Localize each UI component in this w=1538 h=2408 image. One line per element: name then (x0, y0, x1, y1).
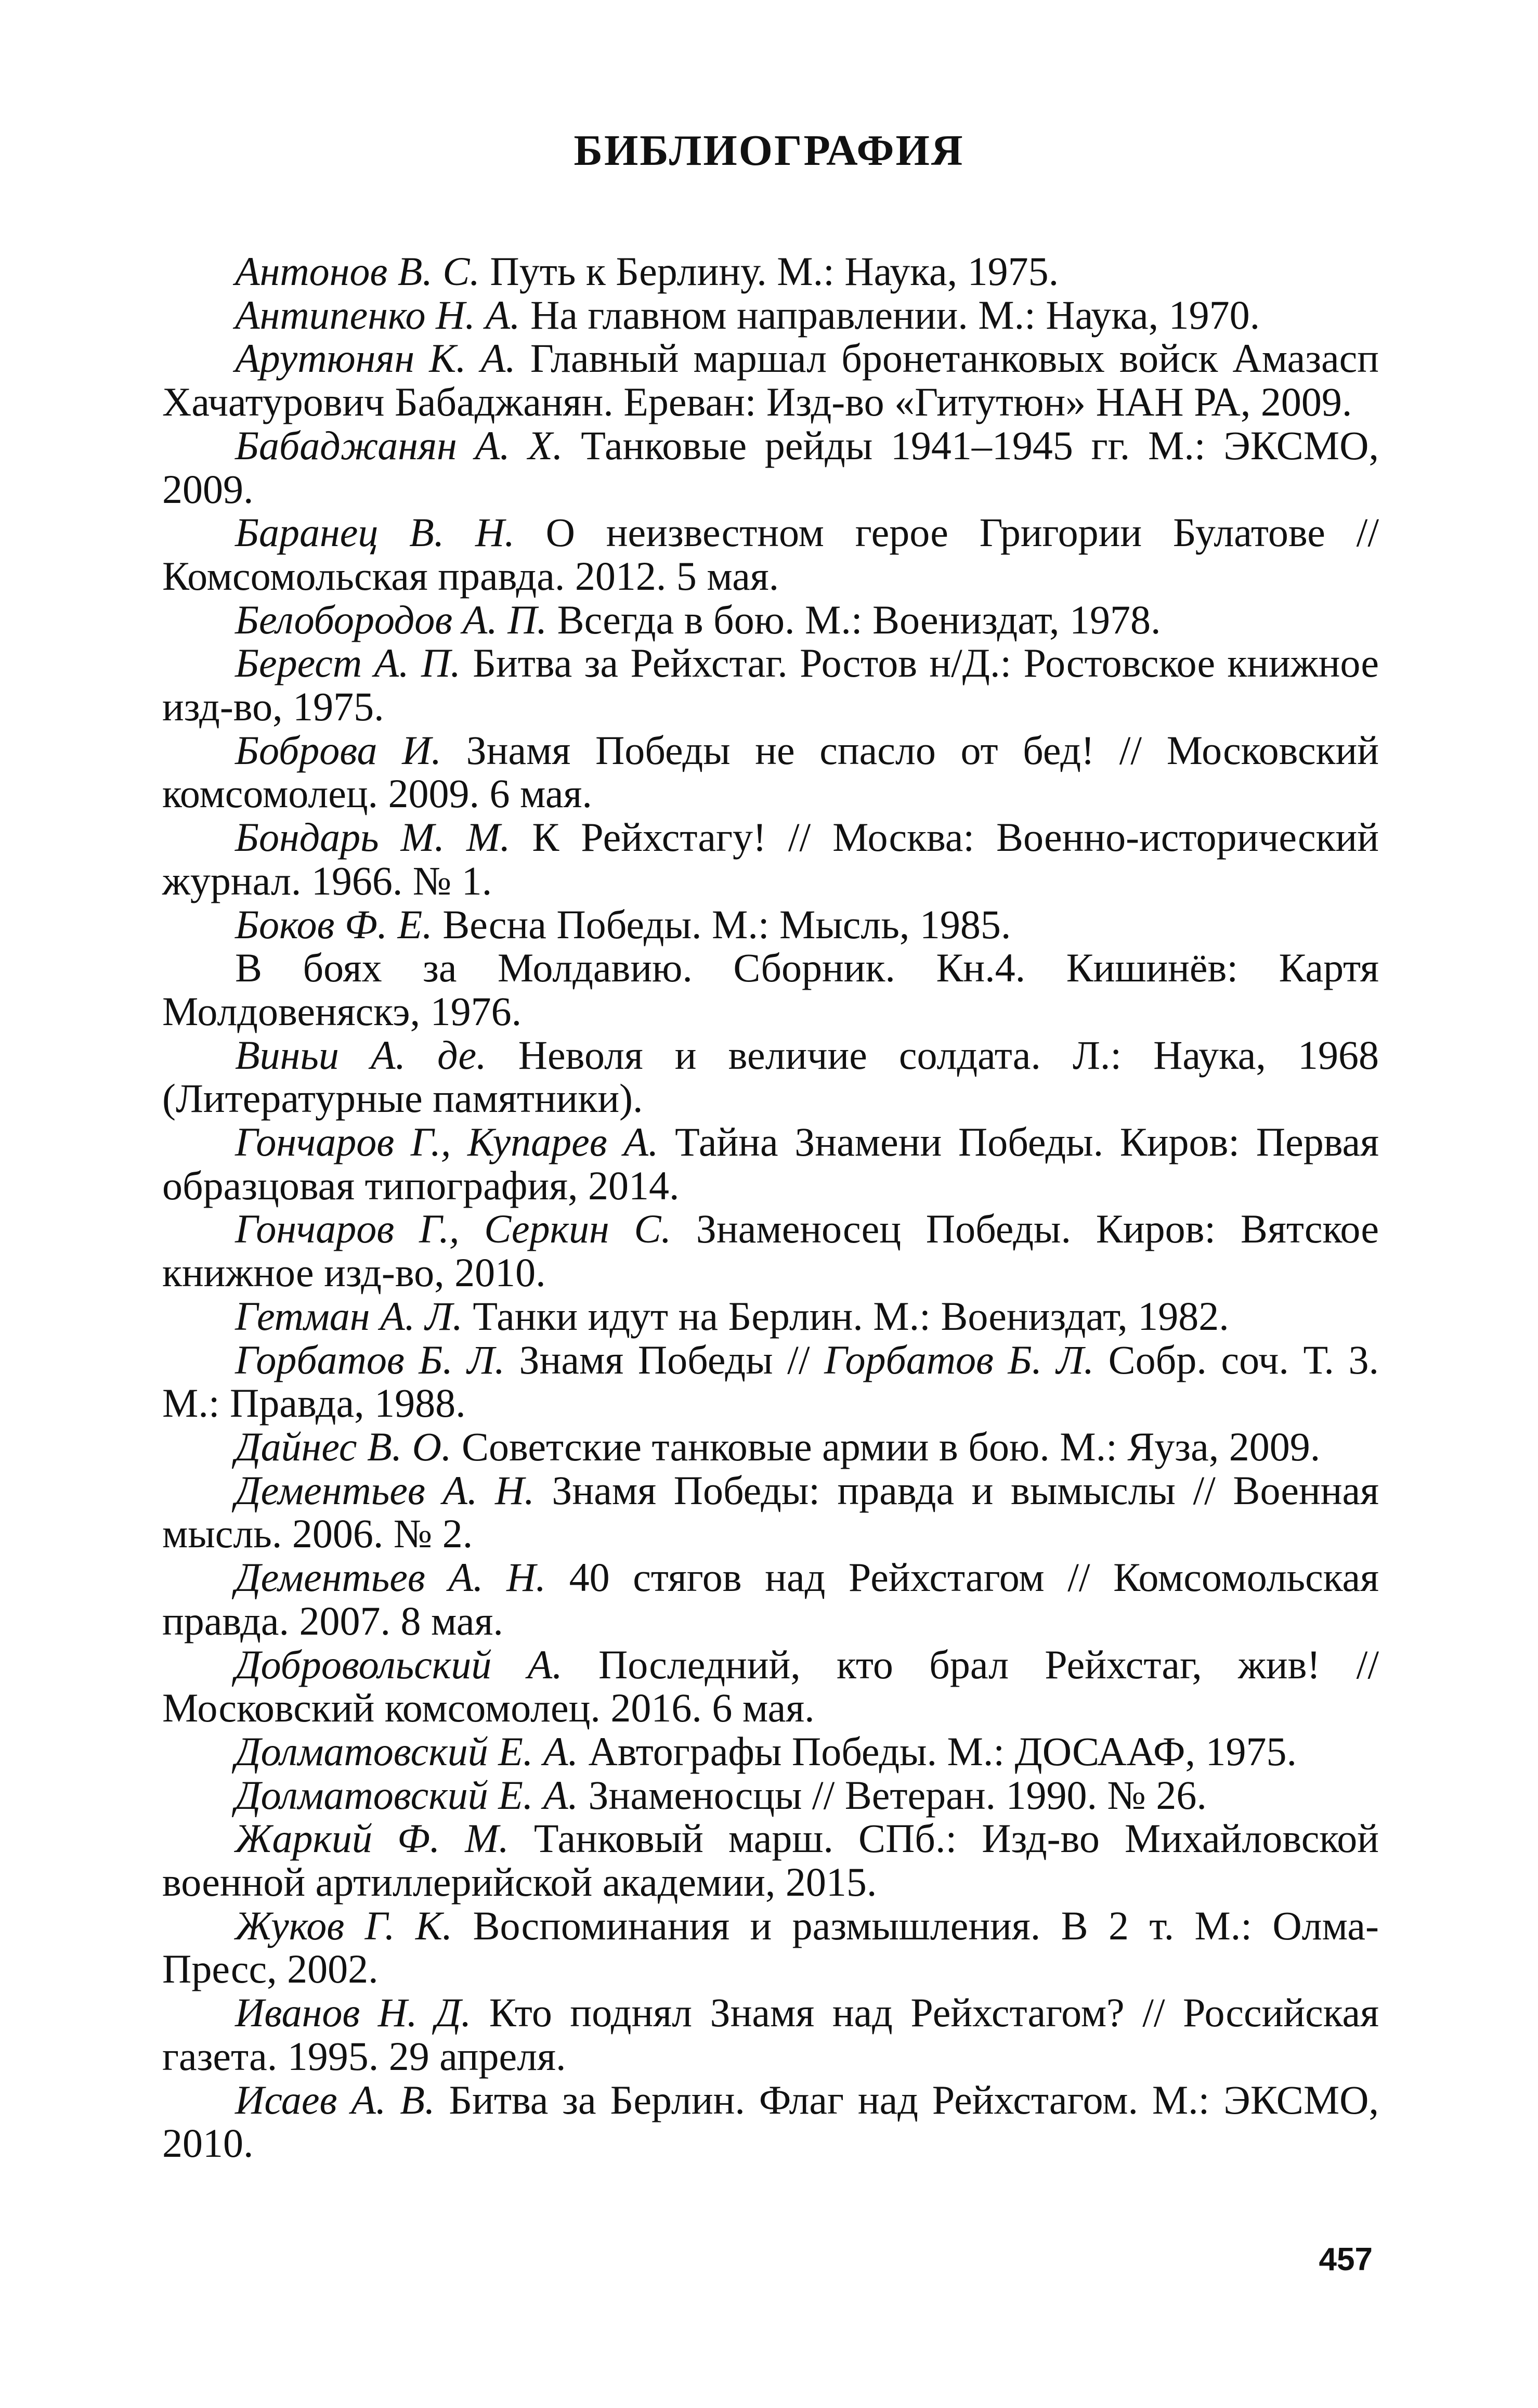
entry-author: Боков Ф. Е. (235, 901, 433, 947)
entry-text: Знамя Победы не спасло от бед! // Московский комсомолец. 2009. 6 мая. (162, 727, 1379, 817)
entry-author: Гетман А. Л. (235, 1293, 463, 1339)
entry-text: Главный маршал бронетанковых войск Амазасп Хачатурович Бабаджанян. Ереван: Изд-во «Гитутюн» НАН РА, 2009. (162, 335, 1379, 425)
bibliography-entry (162, 1817, 1379, 1904)
bibliography-entry (162, 1904, 1379, 1991)
bibliography-entry (162, 1991, 1379, 2078)
entry-text: Битва за Берлин. Флаг над Рейхстагом. М.: ЭКСМО, 2010. (162, 2077, 1379, 2166)
entry-text: Танки идут на Берлин. М.: Воениздат, 1982. (462, 1293, 1229, 1339)
bibliography-entry (162, 1556, 1379, 1642)
bibliography-entry (162, 1294, 1379, 1338)
entry-text: Неволя и величие солдата. Л.: Наука, 1968 (Литературные памятники). (162, 1032, 1379, 1121)
bibliography-entry (162, 2078, 1379, 2165)
entry-author: Долматовский Е. А. (235, 1728, 579, 1774)
entry-author: Дементьев А. Н. (235, 1467, 535, 1513)
entry-author: Долматовский Е. А. (235, 1772, 579, 1818)
bibliography-entry (162, 1033, 1379, 1120)
entry-text: О неизвестном герое Григории Булатове // Комсомольская правда. 2012. 5 мая. (162, 510, 1379, 599)
entry-author: Антонов В. С. (235, 249, 480, 294)
entry-text: На главном направлении. М.: Наука, 1970. (520, 292, 1260, 338)
bibliography-entry (162, 641, 1379, 728)
entry-text: Кто поднял Знамя над Рейхстагом? // Российская газета. 1995. 29 апреля. (162, 1990, 1379, 2079)
entry-author: Баранец В. Н. (235, 510, 515, 555)
bibliography-entry (162, 336, 1379, 423)
entry-text: Последний, кто брал Рейхстаг, жив! // Московский комсомолец. 2016. 6 мая. (162, 1641, 1379, 1731)
entry-author: Жаркий Ф. М. (235, 1816, 509, 1861)
entry-author: Дайнес В. О. (235, 1423, 452, 1469)
entry-text: Знамя Победы: правда и вымыслы // Военная мысль. 2006. № 2. (162, 1467, 1379, 1557)
entry-text: Собр. соч. Т. 3. М.: Правда, 1988. (162, 1337, 1379, 1426)
entry-author: Берест А. П. (235, 640, 461, 686)
entry-author: Добровольский А. (235, 1641, 563, 1687)
entry-text: Автографы Победы. М.: ДОСААФ, 1975. (578, 1728, 1297, 1774)
bibliography-entry (162, 1469, 1379, 1556)
entry-author: Антипенко Н. А. (235, 292, 520, 338)
bibliography-entry (162, 1120, 1379, 1207)
entry-text: 40 стягов над Рейхстагом // Комсомольская правда. 2007. 8 мая. (162, 1555, 1379, 1643)
bibliography-entry (162, 946, 1379, 1033)
entry-text: Путь к Берлину. М.: Наука, 1975. (479, 249, 1059, 294)
entry-text: Весна Победы. М.: Мысль, 1985. (432, 901, 1011, 947)
entry-author: Исаев А. В. (235, 2077, 435, 2122)
entry-text: Битва за Рейхстаг. Ростов н/Д.: Ростовское книжное изд-во, 1975. (162, 640, 1379, 730)
entry-text: Знаменосец Победы. Киров: Вятское книжное изд-во, 2010. (162, 1206, 1379, 1296)
entry-text: В боях за Молдавию. Сборник. Кн.4. Кишинёв: Картя Молдовеняскэ, 1976. (162, 945, 1379, 1034)
bibliography-entry (162, 815, 1379, 902)
page-title: БИБЛИОГРАФИЯ (574, 126, 964, 175)
bibliography-entry (162, 903, 1379, 947)
entry-text: Тайна Знамени Победы. Киров: Первая образцовая типография, 2014. (162, 1119, 1379, 1208)
entry-text: Танковые рейды 1941–1945 гг. М.: ЭКСМО, 2009. (162, 422, 1379, 512)
entry-text: К Рейхстагу! // Москва: Военно-исторический журнал. 1966. № 1. (162, 814, 1379, 903)
entry-author: Горбатов Б. Л. (824, 1337, 1094, 1382)
bibliography-entry (162, 293, 1379, 337)
entry-text: Советские танковые армии в бою. М.: Яуза, 2009. (451, 1423, 1321, 1469)
entry-author: Горбатов Б. Л. (235, 1337, 505, 1382)
entry-text: Воспоминания и размышления. В 2 т. М.: Олма-Пресс, 2002. (162, 1902, 1379, 1992)
bibliography-entry (162, 424, 1379, 511)
bibliography-entry (162, 729, 1379, 815)
entry-author: Бабаджанян А. Х. (235, 422, 563, 468)
entry-text: Знамя Победы // (504, 1337, 825, 1382)
bibliography-list (162, 250, 1379, 2165)
entry-author: Виньи А. де. (235, 1032, 487, 1078)
bibliography-entry (162, 1643, 1379, 1730)
entry-author: Гончаров Г., Купарев А. (235, 1119, 659, 1165)
page-number: 457 (1319, 2242, 1373, 2277)
entry-author: Боброва И. (235, 727, 442, 773)
bibliography-entry (162, 250, 1379, 293)
entry-text: Знаменосцы // Ветеран. 1990. № 26. (578, 1772, 1207, 1818)
entry-text: Всегда в бою. М.: Воениздат, 1978. (547, 597, 1161, 642)
entry-author: Жуков Г. К. (235, 1902, 453, 1948)
bibliography-entry (162, 1425, 1379, 1469)
bibliography-entry (162, 1338, 1379, 1425)
entry-author: Арутюнян К. А. (235, 335, 516, 381)
bibliography-entry (162, 511, 1379, 598)
entry-author: Бондарь М. М. (235, 814, 511, 860)
entry-author: Белобородов А. П. (235, 597, 548, 642)
bibliography-entry (162, 1207, 1379, 1294)
bibliography-entry (162, 598, 1379, 642)
entry-text: Танковый марш. СПб.: Изд-во Михайловской военной артиллерийской академии, 2015. (162, 1816, 1379, 1905)
entry-author: Дементьев А. Н. (235, 1555, 546, 1600)
bibliography-entry (162, 1773, 1379, 1817)
entry-author: Гончаров Г., Серкин С. (235, 1206, 672, 1252)
entry-author: Иванов Н. Д. (235, 1990, 472, 2036)
bibliography-entry (162, 1730, 1379, 1773)
